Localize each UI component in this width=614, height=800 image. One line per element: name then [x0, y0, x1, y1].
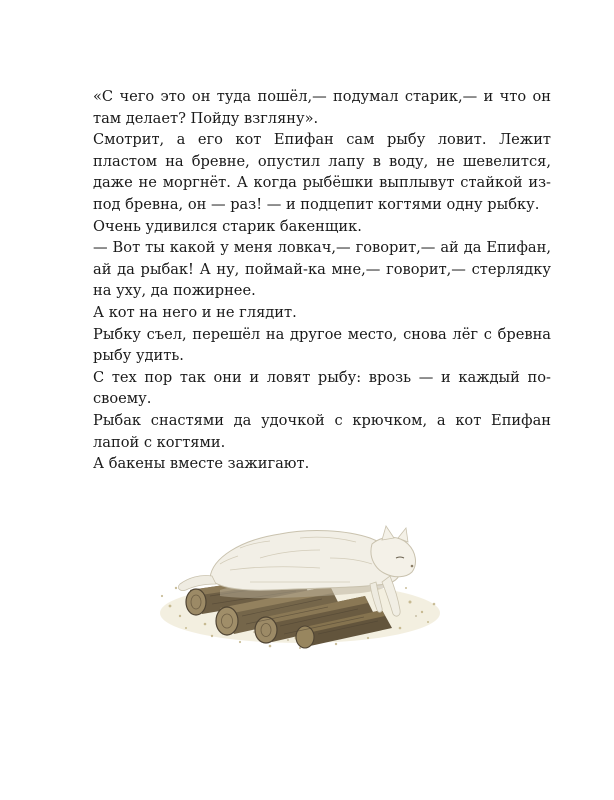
- paragraph-4: — Вот ты какой у меня ловкач,— говорит,— ай да Епифан, ай да рыбак! А ну, поймай-ка мне,— говорит,— стерлядку на уху, да пожирнее.: [93, 239, 551, 300]
- paragraph-2: Смотрит, а его кот Епифан сам рыбу ловит. Лежит пластом на бревне, опустил лапу в воду, не шевелится, даже не моргнёт. А когда рыбёшки выплывут стайкой из-под бревна, он — раз! — и подцепит когтями одну рыбку.: [93, 131, 551, 213]
- paragraph-6: Рыбку съел, перешёл на другое место, снова лёг с бревна рыбу удить.: [93, 325, 551, 365]
- cat-on-logs-illustration: [150, 478, 450, 668]
- paragraph-7: С тех пор так они и ловят рыбу: врозь — и каждый по-своему.: [93, 368, 551, 408]
- paragraph-1: «С чего это он туда пошёл,— подумал старик,— и что он там делает? Пойду взгляну».: [93, 88, 551, 127]
- story-text: [93, 86, 551, 475]
- paragraph-8: Рыбак снастями да удочкой с крючком, а кот Епифан лапой с когтями.: [93, 411, 551, 451]
- paragraph-9: А бакены вместе зажигают.: [93, 455, 310, 473]
- paragraph-5: А кот на него и не глядит.: [93, 303, 297, 321]
- paragraph-3: Очень удивился старик бакенщик.: [93, 217, 362, 235]
